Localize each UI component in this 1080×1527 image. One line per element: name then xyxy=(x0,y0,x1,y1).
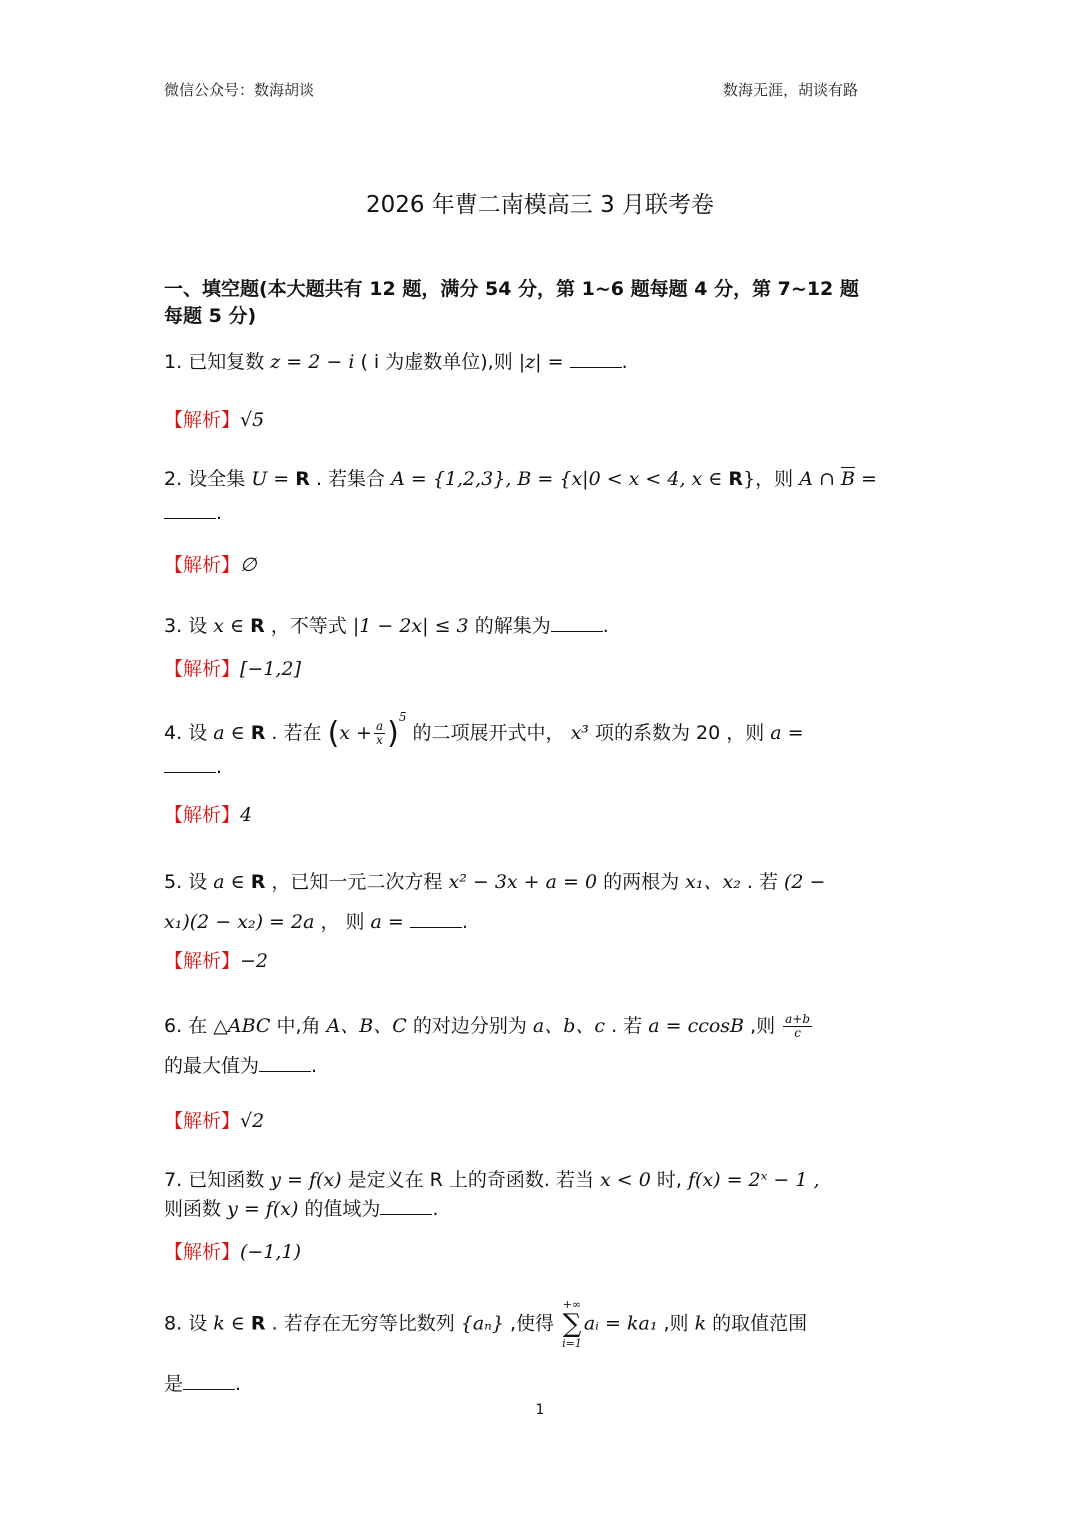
answer-blank[interactable] xyxy=(164,753,216,773)
section-line-1: 一、填空题(本大题共有 12 题，满分 54 分，第 1~6 题每题 4 分，第 7~12 题 xyxy=(164,278,859,300)
header-right: 数海无涯，胡谈有路 xyxy=(722,81,858,99)
section-heading xyxy=(164,276,916,330)
question-3: 3. 设 x ∈ R ，不等式 |1 − 2x| ≤ 3 的解集为 . xyxy=(164,612,609,640)
exam-content xyxy=(164,276,916,1395)
answer-7: 【解析】(−1,1) xyxy=(164,1241,301,1263)
answer-5: 【解析】−2 xyxy=(164,950,269,972)
answer-blank[interactable] xyxy=(570,348,622,368)
answer-4: 【解析】4 xyxy=(164,804,253,826)
answer-6: 【解析】√2 xyxy=(164,1110,265,1132)
answer-blank[interactable] xyxy=(551,612,603,632)
question-7: 7. 已知函数 y = f(x) 是定义在 R 上的奇函数. 若当 x < 0 时, f(x) = 2ˣ − 1 , 则函数 y = f(x) 的值域为 . xyxy=(164,1169,820,1220)
question-1: 1. 已知复数 z = 2 − i ( i 为虚数单位),则 |z| = . xyxy=(164,348,628,376)
question-6: 6. 在 △ABC 中,角 A、B、C 的对边分别为 a、b、c . 若 a = ccosB ,则 $\frac{a+b}{c}$ 的最大值为 . xyxy=(164,1012,811,1077)
answer-1: 【解析】√5 xyxy=(164,409,265,431)
answer-blank[interactable] xyxy=(380,1195,432,1215)
section-line-2: 每题 5 分) xyxy=(164,305,257,327)
question-2: 2. 设全集 U = R . 若集合 A = {1,2,3}, B = {x|0 < x < 4, x ∈ R}，则 A ∩ $\overline{B}$ = . xyxy=(164,468,877,524)
question-4: 4. 设 a ∈ R . 若在 (x + $\frac{a}{x}$ )$^5$ 的二项展开式中， x³ 项的系数为 20 ，则 a = . xyxy=(164,710,804,778)
question-8: 8. 设 k ∈ R . 若存在无穷等比数列 {aₙ} ,使得 +∞ ∑ i=1 aᵢ = ka₁ ,则 k 的取值范围 xyxy=(164,1298,808,1350)
question-5: 5. 设 a ∈ R ，已知一元二次方程 x² − 3x + a = 0 的两根为 x₁、x₂ . 若 (2 − x₁)(2 − x₂) = 2a ， 则 a = . xyxy=(164,871,826,933)
question-8-cont: 是 . xyxy=(164,1370,241,1398)
answer-blank[interactable] xyxy=(410,908,462,928)
answer-2: 【解析】∅ xyxy=(164,554,257,576)
answer-3: 【解析】[−1,2] xyxy=(164,658,301,680)
answer-blank[interactable] xyxy=(183,1370,235,1390)
answer-label: 【解析】 xyxy=(164,409,241,431)
answer-blank[interactable] xyxy=(259,1052,311,1072)
header-left: 微信公众号：数海胡谈 xyxy=(164,81,315,99)
page-number: 1 xyxy=(535,1402,545,1418)
page-title: 2026 年曹二南模高三 3 月联考卷 xyxy=(365,192,715,218)
answer-blank[interactable] xyxy=(164,499,216,519)
